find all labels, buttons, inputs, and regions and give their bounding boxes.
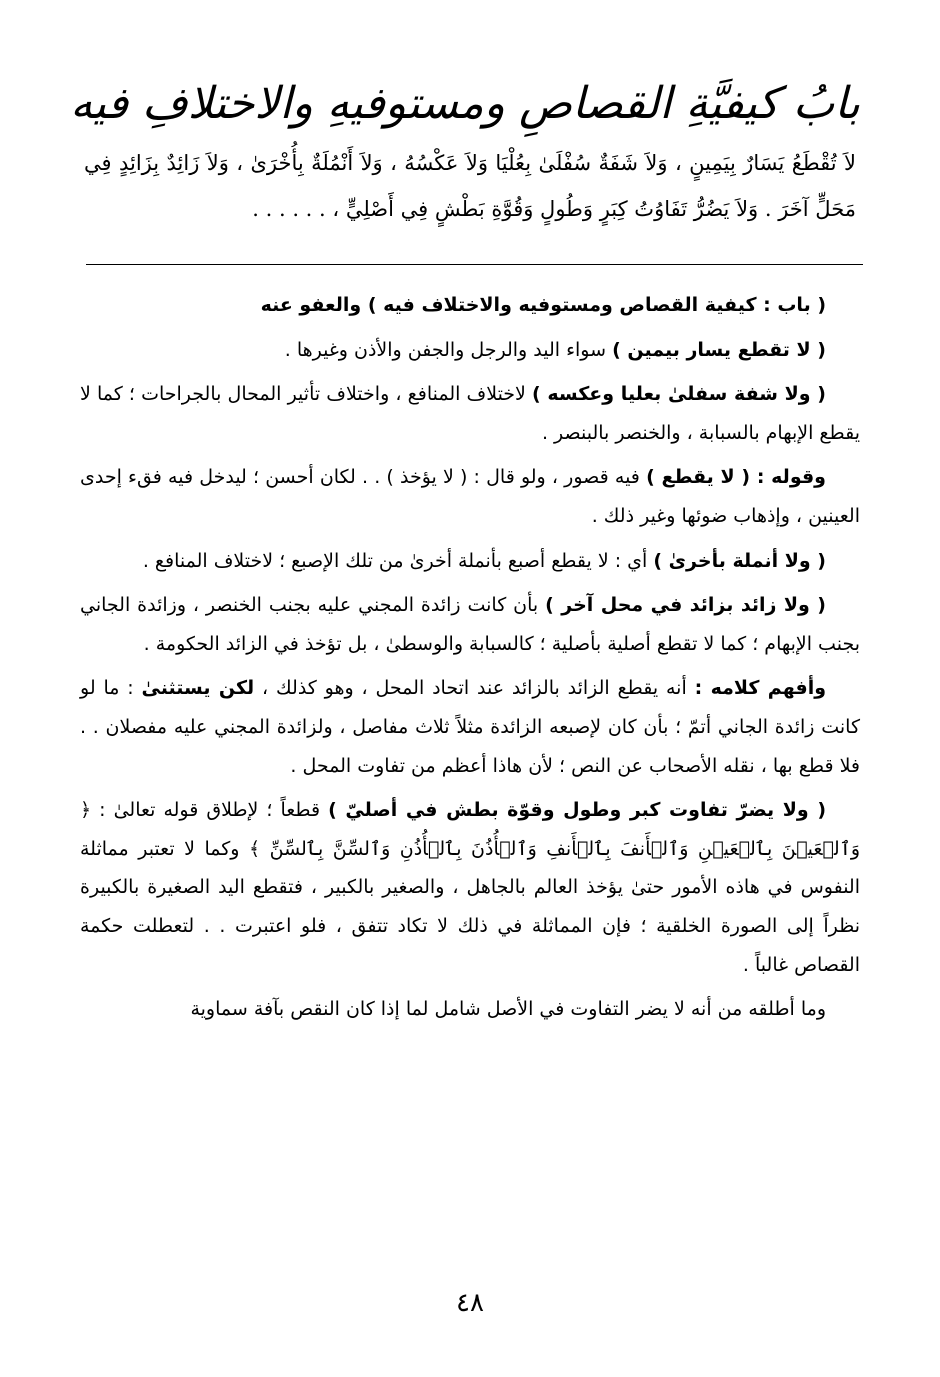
commentary-paragraph bbox=[80, 586, 860, 663]
heading-rest: والعفو عنه bbox=[260, 294, 368, 316]
commentary-text: أنه يقطع الزائد بالزائد عند اتحاد المحل ، وهو كذلك ، bbox=[254, 677, 695, 700]
commentary-text: سواء اليد والرجل والجفن والأذن وغيرها . bbox=[284, 338, 613, 361]
lemma: لكن يستثنىٰ bbox=[141, 677, 255, 700]
commentary-paragraph bbox=[80, 458, 860, 535]
commentary-paragraph bbox=[80, 669, 860, 785]
matn-text-block bbox=[84, 140, 856, 232]
lemma: ( ولا أنملة بأخرىٰ ) bbox=[653, 549, 826, 572]
lemma: ( ولا يضرّ تفاوت كبر وطول وقوّة بطش في أصليّ ) bbox=[328, 799, 826, 822]
commentary-paragraph bbox=[80, 791, 860, 984]
chapter-title: بابُ كيفيَّةِ القصاصِ ومستوفيهِ والاختلافِ فيه bbox=[70, 78, 860, 129]
page-number: ٤٨ bbox=[456, 1288, 484, 1318]
commentary-text: فيه قصور ، ولو قال : ( لا يؤخذ ) . . لكان أحسن ؛ ليدخل فيه فقء إحدى العينين ، وإذهاب ضوئها وغير ذلك . bbox=[80, 466, 860, 527]
commentary-text-block bbox=[80, 286, 860, 1035]
heading-bold: ( باب : كيفية القصاص ومستوفيه والاختلاف فيه ) bbox=[367, 294, 826, 316]
commentary-heading bbox=[80, 286, 860, 325]
commentary-text: : ما لو كانت زائدة الجاني أتمّ ؛ بأن كان لإصبعه الزائدة مثلاً ثلاث مفاصل ، ولزائدة المجني عليه مفصلان . . فلا قطع بها ، نقله الأصحاب عن النص ؛ لأن هاذا أعظم من تفاوت المحل . bbox=[80, 677, 860, 777]
commentary-text: وكما لا تعتبر مماثلة النفوس في هاذه الأمور حتىٰ يؤخذ العالم بالجاهل ، والصغير بالكبير ، فتقطع اليد الصغيرة بالكبيرة نظراً إلى الصورة الخلقية ؛ فإن المماثلة في ذلك لا تكاد تتفق ، فلو اعتبرت . . لتعطلت حكمة القصاص غالباً . bbox=[80, 837, 860, 976]
commentary-paragraph bbox=[80, 990, 860, 1029]
quran-verse: ﴿ وَٱلۡعَيۡنَ بِٱلۡعَيۡنِ وَٱلۡأَنفَ بِٱلۡأَنفِ وَٱلۡأُذُنَ بِٱلۡأُذُنِ وَٱلسِّنَّ بِٱلسِّنِّ ﴾ bbox=[80, 799, 861, 860]
commentary-paragraph bbox=[80, 331, 860, 370]
commentary-text: بأن كانت زائدة المجني عليه بجنب الخنصر ، وزائدة الجاني بجنب الإبهام ؛ كما لا تقطع أصلية بأصلية ؛ كالسبابة والوسطىٰ ، بل تؤخذ في الزائد الحكومة . bbox=[80, 594, 860, 655]
commentary-text: وما أطلقه من أنه لا يضر التفاوت في الأصل شامل لما إذا كان النقص بآفة سماوية bbox=[190, 998, 826, 1021]
lemma: ( ولا شفة سفلىٰ بعليا وعكسه ) bbox=[532, 383, 826, 406]
commentary-paragraph bbox=[80, 542, 860, 581]
commentary-text: أي : لا يقطع أصبع بأنملة أخرىٰ من تلك الإصبع ؛ لاختلاف المنافع . bbox=[142, 549, 654, 572]
commentary-text: قطعاً ؛ لإطلاق قوله تعالىٰ : bbox=[91, 799, 329, 822]
commentary-paragraph bbox=[80, 375, 860, 452]
lemma: ( لا تقطع يسار بيمين ) bbox=[612, 338, 826, 361]
section-divider bbox=[86, 264, 863, 265]
lemma: وقوله : ( لا يقطع ) bbox=[646, 466, 826, 489]
lemma: ( ولا زائد بزائد في محل آخر ) bbox=[545, 594, 826, 617]
commentary-text: لاختلاف المنافع ، واختلاف تأثير المحال بالجراحات ؛ كما لا يقطع الإبهام بالسبابة ، والخنصر بالبنصر . bbox=[80, 383, 860, 444]
matn-line: لاَ تُقْطَعُ يَسَارٌ بِيَمِينٍ ، وَلاَ شَفَةٌ سُفْلَىٰ بِعُلْيَا وَلاَ عَكْسُهُ ، وَلاَ أَنْمُلَةٌ بِأُخْرَىٰ ، وَلاَ زَائِدٌ بِزَائِدٍ فِي مَحَلٍّ آخَرَ . وَلاَ يَضُرُّ تَفَاوُتُ كِبَرٍ وَطُولٍ وَقُوَّةِ بَطْشٍ فِي أَصْلِيٍّ ، . . . . . . bbox=[84, 151, 856, 221]
lemma: وأفهم كلامه : bbox=[694, 677, 827, 700]
